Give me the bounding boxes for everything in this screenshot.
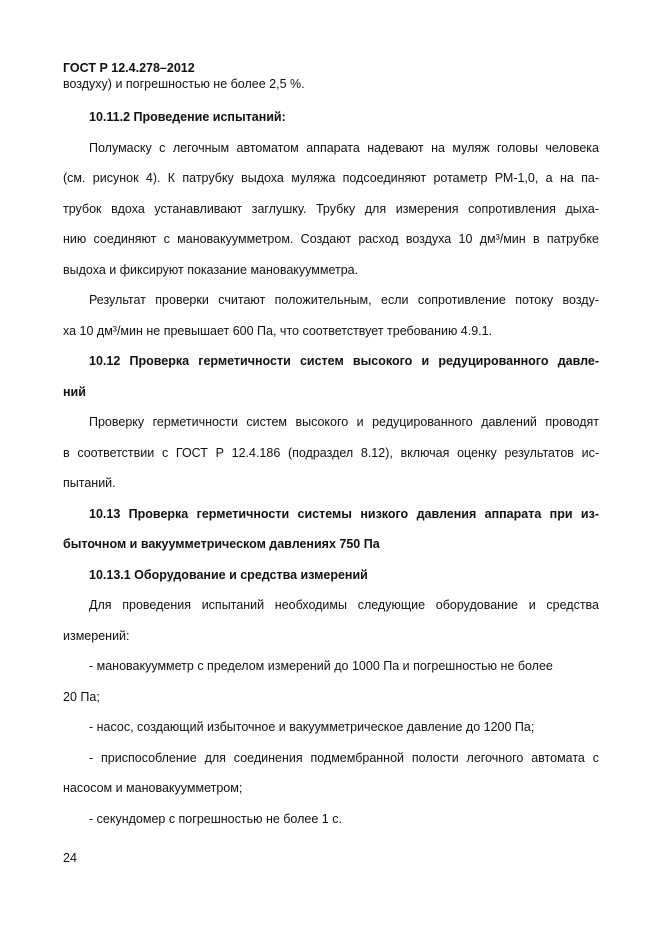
text-line: воздуху) и погрешностью не более 2,5 %.	[63, 77, 305, 91]
list-item: - приспособление для соединения подмембранной полости легочного автомата с	[89, 751, 599, 765]
section-heading: 10.13 Проверка герметичности системы низкого давления аппарата при из-	[89, 507, 599, 521]
list-item: насосом и мановакуумметром;	[63, 781, 243, 795]
text-line: ха 10 дм³/мин не превышает 600 Па, что соответствует требованию 4.9.1.	[63, 324, 493, 338]
list-item: - мановакуумметр с пределом измерений до 1000 Па и погрешностью не более	[89, 659, 553, 673]
text-line: нию соединяют с мановакуумметром. Создают расход воздуха 10 дм³/мин в патрубке	[63, 232, 599, 246]
text-line: (см. рисунок 4). К патрубку выдоха муляжа подсоединяют ротаметр РМ-1,0, а на па-	[63, 171, 599, 185]
list-item: - секундомер с погрешностью не более 1 с.	[89, 812, 342, 826]
text-line: измерений:	[63, 629, 130, 643]
subsection-heading: 10.11.2 Проведение испытаний:	[89, 110, 286, 124]
page-number: 24	[63, 851, 77, 865]
standard-code: ГОСТ Р 12.4.278–2012	[63, 61, 195, 75]
section-heading: ний	[63, 385, 86, 399]
section-heading: 10.12 Проверка герметичности систем высокого и редуцированного давле-	[89, 354, 599, 368]
subsection-heading: 10.13.1 Оборудование и средства измерений	[89, 568, 368, 582]
text-line: в соответствии с ГОСТ Р 12.4.186 (подраздел 8.12), включая оценку результатов ис-	[63, 446, 599, 460]
text-line: Полумаску с легочным автоматом аппарата надевают на муляж головы человека	[89, 141, 599, 155]
section-heading: быточном и вакуумметрическом давлениях 750 Па	[63, 537, 380, 551]
text-line: пытаний.	[63, 476, 116, 490]
text-line: выдоха и фиксируют показание мановакуумметра.	[63, 263, 359, 277]
list-item: 20 Па;	[63, 690, 100, 704]
text-line: Результат проверки считают положительным, если сопротивление потоку возду-	[89, 293, 599, 307]
text-line: трубок вдоха устанавливают заглушку. Трубку для измерения сопротивления дыха-	[63, 202, 599, 216]
text-line: Для проведения испытаний необходимы следующие оборудование и средства	[89, 598, 599, 612]
list-item: - насос, создающий избыточное и вакуумметрическое давление до 1200 Па;	[89, 720, 535, 734]
text-line: Проверку герметичности систем высокого и редуцированного давлений проводят	[89, 415, 599, 429]
